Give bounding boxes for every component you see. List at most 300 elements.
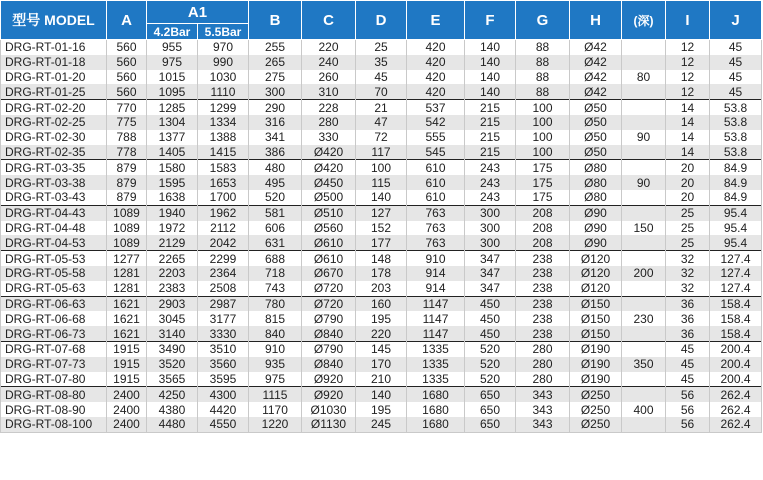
cell-i: 20 <box>666 175 710 190</box>
cell-a1-4-2bar: 1285 <box>147 100 198 115</box>
cell-e: 610 <box>407 160 465 175</box>
header-h: H <box>570 1 622 40</box>
cell-model: DRG-RT-05-63 <box>1 281 107 296</box>
cell-f: 243 <box>465 160 516 175</box>
cell-b: 1170 <box>249 402 302 417</box>
cell-c: 228 <box>302 100 356 115</box>
cell-j: 95.4 <box>710 235 762 250</box>
cell-j: 84.9 <box>710 190 762 205</box>
cell-g: 208 <box>516 235 570 250</box>
table-row <box>1 311 762 326</box>
cell-deep: 400 <box>622 402 666 417</box>
cell-c: Ø720 <box>302 296 356 311</box>
cell-h: Ø42 <box>570 40 622 55</box>
cell-f: 347 <box>465 251 516 266</box>
header-a1: A1 <box>147 1 249 24</box>
cell-f: 450 <box>465 296 516 311</box>
cell-a1-5-5bar: 4300 <box>198 387 249 402</box>
cell-a1-4-2bar: 3565 <box>147 372 198 387</box>
cell-g: 100 <box>516 100 570 115</box>
cell-g: 343 <box>516 417 570 432</box>
cell-d: 245 <box>356 417 407 432</box>
cell-e: 545 <box>407 145 465 160</box>
cell-d: 127 <box>356 205 407 220</box>
cell-e: 420 <box>407 40 465 55</box>
cell-a: 1089 <box>107 235 147 250</box>
cell-d: 170 <box>356 357 407 372</box>
cell-a1-5-5bar: 1334 <box>198 115 249 130</box>
cell-j: 200.4 <box>710 372 762 387</box>
cell-i: 36 <box>666 296 710 311</box>
cell-d: 70 <box>356 84 407 99</box>
cell-a: 788 <box>107 130 147 145</box>
cell-j: 53.8 <box>710 130 762 145</box>
cell-d: 140 <box>356 387 407 402</box>
cell-model: DRG-RT-04-53 <box>1 235 107 250</box>
cell-d: 178 <box>356 266 407 281</box>
cell-deep: 350 <box>622 357 666 372</box>
cell-j: 45 <box>710 55 762 70</box>
cell-c: Ø920 <box>302 387 356 402</box>
cell-deep <box>622 251 666 266</box>
cell-deep <box>622 160 666 175</box>
cell-a: 775 <box>107 115 147 130</box>
table-row <box>1 417 762 432</box>
cell-e: 1147 <box>407 296 465 311</box>
cell-deep <box>622 326 666 341</box>
cell-i: 32 <box>666 251 710 266</box>
cell-deep: 90 <box>622 175 666 190</box>
cell-h: Ø190 <box>570 357 622 372</box>
cell-g: 88 <box>516 40 570 55</box>
cell-j: 45 <box>710 84 762 99</box>
cell-b: 265 <box>249 55 302 70</box>
cell-b: 840 <box>249 326 302 341</box>
table-row <box>1 357 762 372</box>
cell-g: 175 <box>516 175 570 190</box>
cell-a1-4-2bar: 4250 <box>147 387 198 402</box>
cell-i: 14 <box>666 115 710 130</box>
cell-d: 203 <box>356 281 407 296</box>
cell-i: 45 <box>666 372 710 387</box>
cell-b: 780 <box>249 296 302 311</box>
cell-h: Ø250 <box>570 417 622 432</box>
cell-a: 879 <box>107 160 147 175</box>
cell-j: 200.4 <box>710 357 762 372</box>
cell-a1-4-2bar: 4380 <box>147 402 198 417</box>
cell-g: 238 <box>516 326 570 341</box>
table-row <box>1 326 762 341</box>
cell-deep <box>622 417 666 432</box>
cell-i: 32 <box>666 266 710 281</box>
cell-deep: 150 <box>622 221 666 236</box>
cell-a: 1089 <box>107 221 147 236</box>
cell-a1-4-2bar: 2383 <box>147 281 198 296</box>
table-row <box>1 100 762 115</box>
cell-e: 555 <box>407 130 465 145</box>
table-row <box>1 70 762 85</box>
cell-a1-5-5bar: 1653 <box>198 175 249 190</box>
cell-i: 56 <box>666 417 710 432</box>
cell-b: 935 <box>249 357 302 372</box>
cell-e: 1147 <box>407 326 465 341</box>
cell-a: 778 <box>107 145 147 160</box>
cell-model: DRG-RT-03-35 <box>1 160 107 175</box>
cell-a1-4-2bar: 3140 <box>147 326 198 341</box>
cell-j: 45 <box>710 40 762 55</box>
cell-h: Ø80 <box>570 175 622 190</box>
cell-d: 25 <box>356 40 407 55</box>
cell-i: 20 <box>666 160 710 175</box>
cell-j: 53.8 <box>710 115 762 130</box>
cell-i: 20 <box>666 190 710 205</box>
cell-d: 145 <box>356 341 407 356</box>
table-body <box>1 40 762 433</box>
cell-a: 1621 <box>107 296 147 311</box>
cell-j: 158.4 <box>710 326 762 341</box>
cell-i: 25 <box>666 205 710 220</box>
cell-model: DRG-RT-02-25 <box>1 115 107 130</box>
cell-a1-4-2bar: 3045 <box>147 311 198 326</box>
cell-d: 117 <box>356 145 407 160</box>
cell-a: 1621 <box>107 311 147 326</box>
cell-e: 542 <box>407 115 465 130</box>
cell-e: 420 <box>407 84 465 99</box>
cell-a1-5-5bar: 1299 <box>198 100 249 115</box>
cell-a1-5-5bar: 2987 <box>198 296 249 311</box>
cell-a: 1281 <box>107 281 147 296</box>
cell-g: 100 <box>516 145 570 160</box>
table-row <box>1 130 762 145</box>
cell-g: 175 <box>516 160 570 175</box>
cell-d: 45 <box>356 70 407 85</box>
cell-i: 56 <box>666 402 710 417</box>
cell-b: 606 <box>249 221 302 236</box>
cell-model: DRG-RT-06-73 <box>1 326 107 341</box>
cell-f: 215 <box>465 100 516 115</box>
table-row <box>1 205 762 220</box>
cell-b: 743 <box>249 281 302 296</box>
cell-b: 975 <box>249 372 302 387</box>
cell-f: 450 <box>465 326 516 341</box>
cell-d: 35 <box>356 55 407 70</box>
cell-b: 581 <box>249 205 302 220</box>
header-i: I <box>666 1 710 40</box>
cell-f: 450 <box>465 311 516 326</box>
cell-e: 420 <box>407 55 465 70</box>
cell-j: 127.4 <box>710 251 762 266</box>
cell-j: 53.8 <box>710 100 762 115</box>
cell-c: Ø1030 <box>302 402 356 417</box>
cell-d: 220 <box>356 326 407 341</box>
cell-f: 215 <box>465 130 516 145</box>
cell-a: 2400 <box>107 387 147 402</box>
cell-a1-4-2bar: 3490 <box>147 341 198 356</box>
cell-a1-4-2bar: 1377 <box>147 130 198 145</box>
cell-e: 763 <box>407 235 465 250</box>
table-row <box>1 221 762 236</box>
cell-a1-4-2bar: 975 <box>147 55 198 70</box>
header-a1-4-2bar: 4.2Bar <box>147 24 198 40</box>
cell-a1-4-2bar: 1405 <box>147 145 198 160</box>
cell-model: DRG-RT-06-68 <box>1 311 107 326</box>
cell-model: DRG-RT-08-100 <box>1 417 107 432</box>
cell-d: 160 <box>356 296 407 311</box>
table-row <box>1 251 762 266</box>
cell-a1-4-2bar: 1015 <box>147 70 198 85</box>
cell-c: Ø790 <box>302 341 356 356</box>
cell-g: 88 <box>516 70 570 85</box>
cell-g: 238 <box>516 266 570 281</box>
cell-c: Ø720 <box>302 281 356 296</box>
cell-deep <box>622 145 666 160</box>
cell-f: 243 <box>465 190 516 205</box>
cell-f: 347 <box>465 266 516 281</box>
cell-i: 56 <box>666 387 710 402</box>
cell-h: Ø90 <box>570 235 622 250</box>
cell-d: 148 <box>356 251 407 266</box>
cell-j: 45 <box>710 70 762 85</box>
cell-d: 210 <box>356 372 407 387</box>
table-row <box>1 115 762 130</box>
header-a: A <box>107 1 147 40</box>
cell-e: 1335 <box>407 372 465 387</box>
cell-g: 238 <box>516 281 570 296</box>
cell-b: 688 <box>249 251 302 266</box>
cell-d: 72 <box>356 130 407 145</box>
table-row <box>1 296 762 311</box>
cell-deep <box>622 235 666 250</box>
cell-a1-5-5bar: 1700 <box>198 190 249 205</box>
header-d: D <box>356 1 407 40</box>
cell-b: 631 <box>249 235 302 250</box>
cell-deep <box>622 190 666 205</box>
cell-j: 262.4 <box>710 417 762 432</box>
cell-g: 238 <box>516 296 570 311</box>
cell-f: 347 <box>465 281 516 296</box>
cell-deep: 200 <box>622 266 666 281</box>
cell-c: Ø450 <box>302 175 356 190</box>
cell-i: 45 <box>666 341 710 356</box>
cell-b: 290 <box>249 100 302 115</box>
cell-e: 910 <box>407 251 465 266</box>
cell-c: Ø610 <box>302 235 356 250</box>
header-e: E <box>407 1 465 40</box>
cell-h: Ø50 <box>570 115 622 130</box>
cell-e: 537 <box>407 100 465 115</box>
cell-f: 140 <box>465 55 516 70</box>
table-row <box>1 40 762 55</box>
cell-i: 36 <box>666 326 710 341</box>
cell-e: 1335 <box>407 357 465 372</box>
table-row <box>1 145 762 160</box>
cell-b: 718 <box>249 266 302 281</box>
cell-j: 84.9 <box>710 160 762 175</box>
cell-j: 200.4 <box>710 341 762 356</box>
cell-a: 1915 <box>107 372 147 387</box>
cell-c: 220 <box>302 40 356 55</box>
cell-deep: 230 <box>622 311 666 326</box>
cell-h: Ø50 <box>570 100 622 115</box>
header-f: F <box>465 1 516 40</box>
cell-h: Ø80 <box>570 160 622 175</box>
cell-b: 316 <box>249 115 302 130</box>
header-j: J <box>710 1 762 40</box>
cell-h: Ø120 <box>570 266 622 281</box>
cell-f: 215 <box>465 115 516 130</box>
cell-i: 14 <box>666 100 710 115</box>
cell-c: Ø840 <box>302 357 356 372</box>
cell-f: 520 <box>465 341 516 356</box>
cell-f: 215 <box>465 145 516 160</box>
cell-model: DRG-RT-01-16 <box>1 40 107 55</box>
cell-g: 100 <box>516 130 570 145</box>
cell-a1-5-5bar: 3177 <box>198 311 249 326</box>
cell-a1-5-5bar: 990 <box>198 55 249 70</box>
cell-a1-5-5bar: 1583 <box>198 160 249 175</box>
cell-f: 650 <box>465 417 516 432</box>
cell-a: 560 <box>107 70 147 85</box>
table-row <box>1 84 762 99</box>
header-model: 型号 MODEL <box>1 1 107 40</box>
cell-f: 140 <box>465 40 516 55</box>
cell-a: 560 <box>107 55 147 70</box>
cell-a1-5-5bar: 2364 <box>198 266 249 281</box>
cell-g: 280 <box>516 372 570 387</box>
cell-e: 1335 <box>407 341 465 356</box>
cell-deep <box>622 55 666 70</box>
cell-g: 343 <box>516 387 570 402</box>
cell-i: 25 <box>666 221 710 236</box>
cell-h: Ø150 <box>570 311 622 326</box>
cell-a1-5-5bar: 4550 <box>198 417 249 432</box>
cell-model: DRG-RT-07-80 <box>1 372 107 387</box>
cell-model: DRG-RT-07-68 <box>1 341 107 356</box>
cell-h: Ø150 <box>570 326 622 341</box>
cell-a1-5-5bar: 2299 <box>198 251 249 266</box>
cell-a1-5-5bar: 3560 <box>198 357 249 372</box>
cell-i: 14 <box>666 145 710 160</box>
cell-model: DRG-RT-02-35 <box>1 145 107 160</box>
cell-e: 610 <box>407 190 465 205</box>
cell-a1-4-2bar: 955 <box>147 40 198 55</box>
cell-c: Ø510 <box>302 205 356 220</box>
header-b: B <box>249 1 302 40</box>
cell-d: 115 <box>356 175 407 190</box>
cell-i: 25 <box>666 235 710 250</box>
cell-g: 175 <box>516 190 570 205</box>
table-header <box>1 1 762 40</box>
cell-a1-4-2bar: 3520 <box>147 357 198 372</box>
cell-c: 260 <box>302 70 356 85</box>
cell-g: 208 <box>516 221 570 236</box>
cell-f: 300 <box>465 235 516 250</box>
cell-a1-4-2bar: 1595 <box>147 175 198 190</box>
cell-c: Ø1130 <box>302 417 356 432</box>
cell-g: 208 <box>516 205 570 220</box>
cell-a1-5-5bar: 2508 <box>198 281 249 296</box>
cell-b: 255 <box>249 40 302 55</box>
cell-c: Ø840 <box>302 326 356 341</box>
cell-model: DRG-RT-01-20 <box>1 70 107 85</box>
cell-g: 88 <box>516 84 570 99</box>
cell-b: 341 <box>249 130 302 145</box>
cell-j: 127.4 <box>710 266 762 281</box>
cell-c: 310 <box>302 84 356 99</box>
cell-a1-4-2bar: 1304 <box>147 115 198 130</box>
cell-g: 343 <box>516 402 570 417</box>
table-row <box>1 190 762 205</box>
cell-c: Ø670 <box>302 266 356 281</box>
cell-a1-5-5bar: 1030 <box>198 70 249 85</box>
cell-e: 914 <box>407 266 465 281</box>
cell-model: DRG-RT-08-90 <box>1 402 107 417</box>
cell-a1-5-5bar: 3330 <box>198 326 249 341</box>
cell-a: 1621 <box>107 326 147 341</box>
cell-a1-4-2bar: 1972 <box>147 221 198 236</box>
cell-i: 12 <box>666 40 710 55</box>
cell-a1-5-5bar: 2042 <box>198 235 249 250</box>
cell-model: DRG-RT-01-25 <box>1 84 107 99</box>
cell-j: 95.4 <box>710 205 762 220</box>
cell-c: Ø790 <box>302 311 356 326</box>
cell-b: 275 <box>249 70 302 85</box>
cell-h: Ø42 <box>570 70 622 85</box>
cell-a: 1915 <box>107 357 147 372</box>
cell-h: Ø80 <box>570 190 622 205</box>
cell-j: 262.4 <box>710 402 762 417</box>
cell-c: Ø420 <box>302 160 356 175</box>
cell-model: DRG-RT-07-73 <box>1 357 107 372</box>
cell-f: 300 <box>465 221 516 236</box>
cell-deep <box>622 281 666 296</box>
cell-model: DRG-RT-04-48 <box>1 221 107 236</box>
cell-d: 152 <box>356 221 407 236</box>
cell-a1-4-2bar: 1940 <box>147 205 198 220</box>
cell-a1-4-2bar: 1580 <box>147 160 198 175</box>
cell-h: Ø42 <box>570 84 622 99</box>
cell-b: 1220 <box>249 417 302 432</box>
cell-h: Ø150 <box>570 296 622 311</box>
cell-b: 520 <box>249 190 302 205</box>
cell-deep: 80 <box>622 70 666 85</box>
cell-h: Ø50 <box>570 145 622 160</box>
cell-a: 1089 <box>107 205 147 220</box>
cell-a: 1277 <box>107 251 147 266</box>
header-a1-5-5bar: 5.5Bar <box>198 24 249 40</box>
cell-h: Ø190 <box>570 341 622 356</box>
table-row <box>1 160 762 175</box>
cell-a: 1281 <box>107 266 147 281</box>
cell-c: Ø920 <box>302 372 356 387</box>
cell-f: 650 <box>465 387 516 402</box>
cell-f: 520 <box>465 357 516 372</box>
cell-h: Ø42 <box>570 55 622 70</box>
header-g: G <box>516 1 570 40</box>
cell-a1-4-2bar: 2265 <box>147 251 198 266</box>
cell-b: 480 <box>249 160 302 175</box>
cell-model: DRG-RT-08-80 <box>1 387 107 402</box>
cell-a1-4-2bar: 2129 <box>147 235 198 250</box>
cell-e: 763 <box>407 221 465 236</box>
cell-a1-5-5bar: 1388 <box>198 130 249 145</box>
cell-g: 238 <box>516 311 570 326</box>
cell-a: 2400 <box>107 417 147 432</box>
cell-b: 1115 <box>249 387 302 402</box>
cell-j: 127.4 <box>710 281 762 296</box>
cell-a: 2400 <box>107 402 147 417</box>
cell-model: DRG-RT-04-43 <box>1 205 107 220</box>
